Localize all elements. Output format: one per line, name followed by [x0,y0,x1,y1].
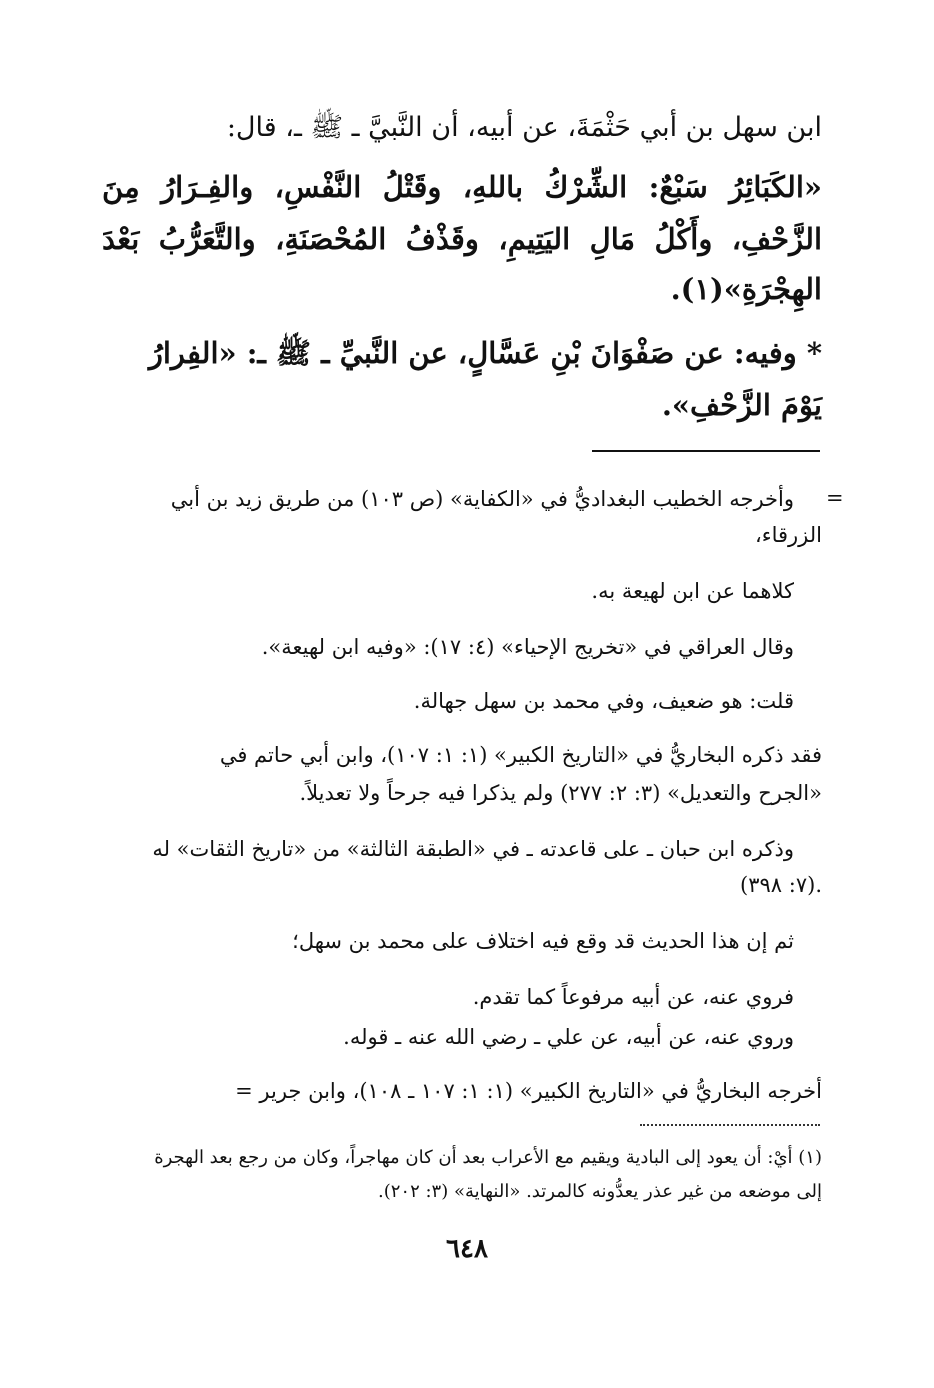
note-paragraph-3: وقال العراقي في «تخريج الإحياء» (٤: ١٧): «وفيه ابن لهيعة». [261,635,794,659]
note-paragraph-6-line-1: وذكره ابن حبان ـ على قاعدته ـ في «الطبقة الثالثة» من «تاريخ الثقات» له [152,837,794,861]
footnote-separator-dotted [640,1124,820,1126]
note-paragraph-5-line-1: فقد ذكره البخاريُّ في «التاريخ الكبير» (١: ١: ١٠٧)، وابن أبي حاتم في [219,743,822,767]
note-paragraph-2: كلاهما عن ابن لهيعة به. [591,579,794,603]
hadith-1-line-3: الهِجْرَةِ»(١). [670,272,822,306]
note-paragraph-10: أخرجه البخاريُّ في «التاريخ الكبير» (١: ١: ١٠٧ ـ ١٠٨)، وابن جرير = [235,1079,822,1103]
hadith-1-line-2: الزَّحْفِ، وأَكْلُ مَالِ اليَتِيمِ، وقَذْفُ المُحْصَنَةِ، والتَّعَرُّبُ بَعْدَ [102,222,822,256]
note-paragraph-9: وروي عنه، عن أبيه، عن علي ـ رضي الله عنه ـ قوله. [343,1025,794,1049]
note-paragraph-5-line-2: «الجرح والتعديل» (٣: ٢: ٢٧٧) ولم يذكرا فيه جرحاً ولا تعديلاً. [299,781,822,805]
main-text-line-1: ابن سهل بن أبي حَثْمَةَ، عن أبيه، أن النَّبيَّ ـ ﷺ ـ، قال: [226,112,822,143]
footnote-1-line-2: إلى موضعه من غير عذر يعدُّونه كالمرتد. «النهاية» (٣: ٢٠٢). [377,1181,822,1202]
note-paragraph-1-line-2: الزرقاء، [754,523,822,547]
note-paragraph-4: قلت: هو ضعيف، وفي محمد بن سهل جهالة. [413,689,794,713]
continuation-mark: = [826,486,844,510]
hadith-1-line-1: «الكَبَائِرُ سَبْعٌ: الشِّرْكُ باللهِ، وقَتْلُ النَّفْسِ، والفِـرَارُ مِنَ [102,170,822,204]
note-paragraph-7: ثم إن هذا الحديث قد وقع فيه اختلاف على محمد بن سهل؛ [292,929,794,953]
hadith-2-line-1: * وفيه: عن صَفْوَانَ بْنِ عَسَّالٍ، عن النَّبيِّ ـ ﷺ ـ: «الفِرارُ [148,336,822,370]
note-paragraph-6-line-2: (٧: ٣٩٨). [740,873,822,897]
footnote-separator-solid [592,450,820,452]
hadith-2-line-2: يَوْمَ الزَّحْفِ». [661,388,822,422]
footnote-1-line-1: (١) أيْ: أن يعود إلى البادية ويقيم مع الأعراب بعد أن كان مهاجراً، وكان من رجع بعد الهجرة [154,1147,822,1168]
note-paragraph-8: فروي عنه، عن أبيه مرفوعاً كما تقدم. [472,985,794,1009]
page-number: ٦٤٨ [446,1234,488,1264]
note-paragraph-1-line-1: وأخرجه الخطيب البغداديُّ في «الكفاية» (ص ١٠٣) من طريق زيد بن أبي [170,487,794,511]
